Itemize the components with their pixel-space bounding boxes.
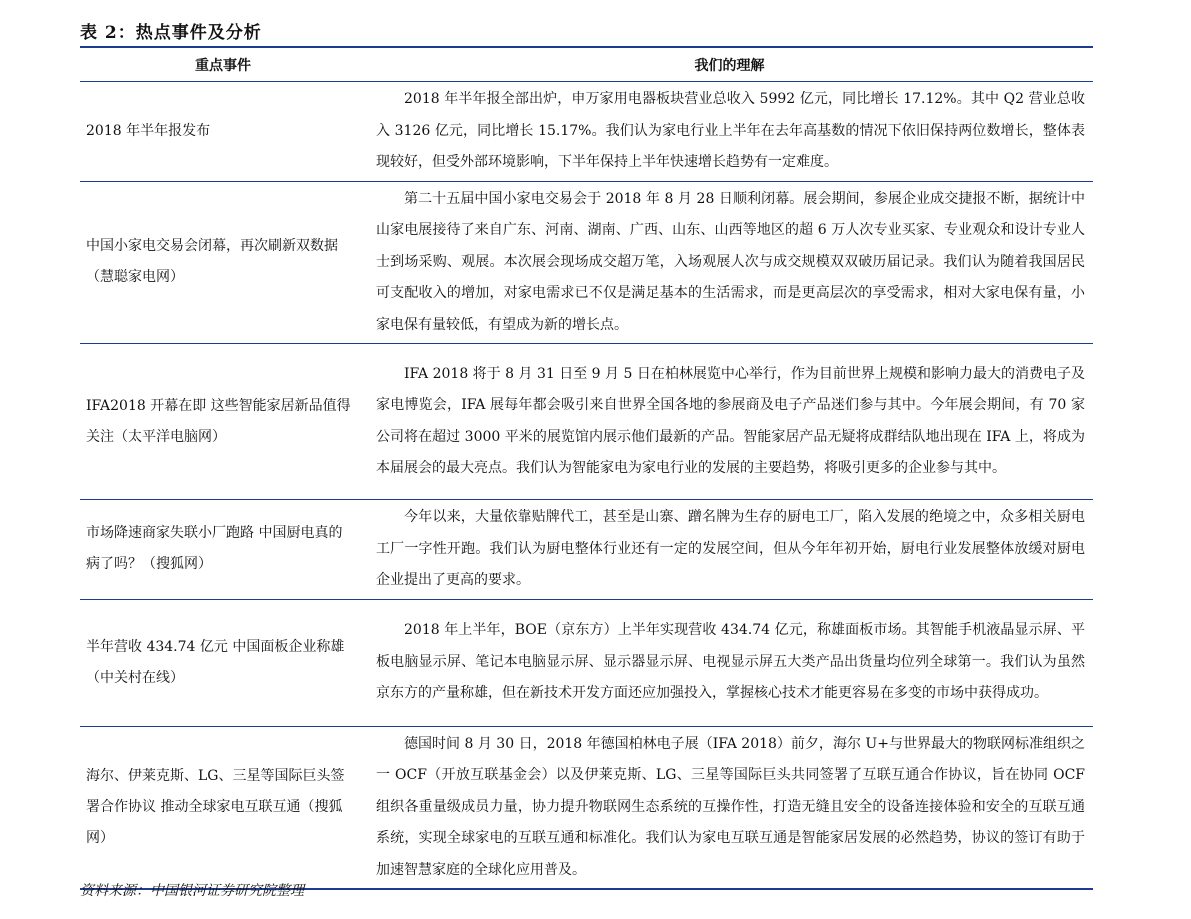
analysis-cell: 第二十五届中国小家电交易会于 2018 年 8 月 28 日顺利闭幕。展会期间，参展企业成交捷报不断，据统计中山家电展接待了来自广东、河南、湖南、广西、山东、山西等地区的超 6 万人次专业买家、专业观众和设计专业人士到场采购、观展。本次展会现场成交超万笔，入场观展人次与成交规模双双破历届记录。我们认为随着我国居民可支配收入的增加，对家电需求已不仅是满足基本的生活需求，而是更高层次的享受需求，相对大家电保有量，小家电保有量较低，有望成为新的增长点。 <box>376 190 1085 333</box>
event-cell: IFA2018 开幕在即 这些智能家居新品值得关注（太平洋电脑网） <box>86 397 351 445</box>
table-row <box>80 82 1093 182</box>
header-key-events: 重点事件 <box>195 57 251 74</box>
event-cell: 半年营收 434.74 亿元 中国面板企业称雄（中关村在线） <box>86 638 345 686</box>
table-row <box>80 181 1093 344</box>
source-note: 资料来源：中国银河证券研究院整理 <box>80 883 304 899</box>
hot-events-table <box>80 46 1093 890</box>
event-cell: 海尔、伊莱克斯、LG、三星等国际巨头签署合作协议 推动全球家电互联互通（搜狐网） <box>86 767 345 846</box>
analysis-cell: IFA 2018 将于 8 月 31 日至 9 月 5 日在柏林展览中心举行，作为目前世界上规模和影响力最大的消费电子及家电博览会，IFA 展每年都会吸引来自世界全国各地的参展商及电子产品迷们参与其中。今年展会期间，有 70 家公司将在超过 3000 平米的展览馆内展示他们最新的产品。智能家居产品无疑将成群结队地出现在 IFA 上，将成为本届展会的最大亮点。我们认为智能家电为家电行业的发展的主要趋势，将吸引更多的企业参与其中。 <box>376 365 1085 476</box>
table-row <box>80 500 1093 600</box>
header-our-understanding: 我们的理解 <box>694 57 765 74</box>
event-cell: 市场降速商家失联小厂跑路 中国厨电真的病了吗？（搜狐网） <box>86 525 343 573</box>
table-title: 表 2：热点事件及分析 <box>80 23 262 43</box>
table-row <box>80 599 1093 726</box>
table-row <box>80 726 1093 889</box>
event-cell: 2018 年半年报发布 <box>86 122 211 139</box>
analysis-cell: 德国时间 8 月 30 日，2018 年德国柏林电子展（IFA 2018）前夕，海尔 U+与世界最大的物联网标准组织之一 OCF（开放互联基金会）以及伊莱克斯、LG、三星等国际巨头共同签署了互联互通合作协议，旨在协同 OCF 组织各重量级成员力量，协力提升物联网生态系统的互操作性，打造无缝且安全的设备连接体验和安全的互联互通系统，实现全球家电的互联互通和标准化。我们认为家电互联互通是智能家居发展的必然趋势，协议的签订有助于加速智慧家庭的全球化应用普及。 <box>376 735 1085 878</box>
table-header-row <box>80 47 1093 82</box>
table-row <box>80 344 1093 500</box>
table <box>80 46 1093 890</box>
event-cell: 中国小家电交易会闭幕，再次刷新双数据（慧聪家电网） <box>86 238 338 286</box>
analysis-cell: 2018 年上半年，BOE（京东方）上半年实现营收 434.74 亿元，称雄面板市场。其智能手机液晶显示屏、平板电脑显示屏、笔记本电脑显示屏、显示器显示屏、电视显示屏五大类产品出货量均位列全球第一。我们认为虽然京东方的产量称雄，但在新技术开发方面还应加强投入，掌握核心技术才能更容易在多变的市场中获得成功。 <box>376 622 1085 702</box>
analysis-cell: 2018 年半年报全部出炉，申万家用电器板块营业总收入 5992 亿元，同比增长 17.12%。其中 Q2 营业总收入 3126 亿元，同比增长 15.17%。我们认为家电行业上半年在去年高基数的情况下依旧保持两位数增长，整体表现较好，但受外部环境影响，下半年保持上半年快速增长趋势有一定难度。 <box>376 91 1085 170</box>
analysis-cell: 今年以来，大量依靠贴牌代工，甚至是山寨、蹭名牌为生存的厨电工厂，陷入发展的绝境之中，众多相关厨电工厂一字性开跑。我们认为厨电整体行业还有一定的发展空间，但从今年年初开始，厨电行业发展整体放缓对厨电企业提出了更高的要求。 <box>376 509 1085 588</box>
